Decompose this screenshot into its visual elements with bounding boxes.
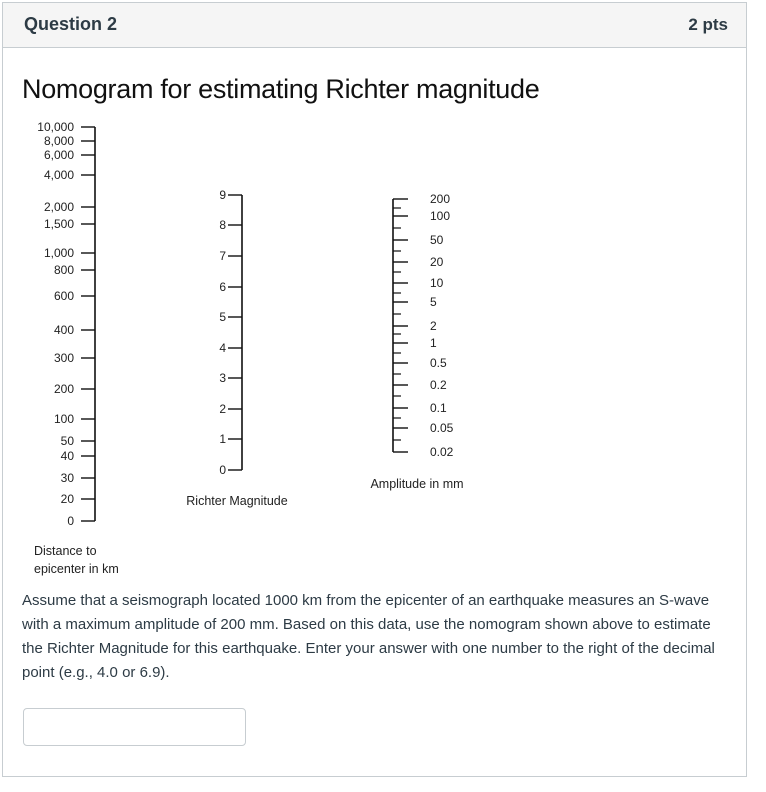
amplitude-tick-label: 5 [430, 295, 437, 309]
distance-tick-label: 0 [67, 514, 74, 528]
amplitude-tick-label: 0.05 [430, 421, 454, 435]
magnitude-tick-label: 9 [219, 188, 226, 202]
distance-tick-label: 2,000 [43, 200, 74, 214]
amplitude-caption: Amplitude in mm [370, 477, 464, 491]
distance-tick-label: 50 [60, 434, 74, 448]
distance-tick-label: 400 [53, 323, 74, 337]
amplitude-tick-label: 10 [430, 276, 444, 290]
distance-tick-label: 40 [60, 449, 74, 463]
magnitude-tick-label: 2 [219, 402, 226, 416]
distance-scale [37, 120, 95, 528]
amplitude-tick-label: 20 [430, 255, 444, 269]
nomogram-title: Nomogram for estimating Richter magnitude [22, 74, 540, 104]
magnitude-tick-label: 3 [219, 371, 226, 385]
magnitude-tick-label: 8 [219, 218, 226, 232]
distance-tick-label: 30 [60, 471, 74, 485]
distance-tick-label: 200 [53, 382, 74, 396]
distance-tick-label: 600 [53, 289, 74, 303]
amplitude-tick-label: 200 [430, 192, 451, 206]
amplitude-tick-label: 0.5 [430, 356, 447, 370]
amplitude-tick-label: 1 [430, 336, 437, 350]
answer-input[interactable] [23, 708, 246, 746]
amplitude-tick-label: 50 [430, 233, 444, 247]
distance-tick-label: 6,000 [43, 148, 74, 162]
distance-tick-label: 4,000 [43, 168, 74, 182]
amplitude-tick-label: 100 [430, 209, 451, 223]
distance-tick-label: 10,000 [37, 120, 74, 134]
amplitude-tick-label: 0.1 [430, 401, 447, 415]
distance-tick-label: 1,000 [43, 246, 74, 260]
magnitude-tick-label: 6 [219, 280, 226, 294]
magnitude-tick-label: 0 [219, 463, 226, 477]
distance-tick-label: 1,500 [43, 217, 74, 231]
magnitude-caption: Richter Magnitude [186, 494, 288, 508]
distance-tick-label: 300 [53, 351, 74, 365]
magnitude-scale [219, 188, 242, 477]
magnitude-tick-label: 1 [219, 432, 226, 446]
distance-tick-label: 800 [53, 263, 74, 277]
distance-caption-line-2: epicenter in km [34, 562, 119, 576]
question-title: Question 2 [24, 14, 118, 34]
question-points: 2 pts [688, 15, 728, 34]
question-prompt: Assume that a seismograph located 1000 km from the epicenter of an earthquake measures an S-wave with a maximum amplitude of 200 mm. Based on this data, use the nomogram shown above to estimate the Richter Magnitude for this earthquake. Enter your answer with one number to the right of the decimal point (e.g., 4.0 or 6.9). [22, 592, 715, 681]
amplitude-tick-label: 0.02 [430, 445, 454, 459]
amplitude-scale [393, 192, 454, 459]
distance-tick-label: 8,000 [43, 134, 74, 148]
amplitude-tick-label: 2 [430, 319, 437, 333]
distance-tick-label: 100 [53, 412, 74, 426]
magnitude-tick-label: 7 [219, 249, 226, 263]
distance-caption-line-1: Distance to [34, 544, 97, 558]
amplitude-tick-label: 0.2 [430, 378, 447, 392]
magnitude-tick-label: 4 [219, 341, 226, 355]
distance-tick-label: 20 [60, 492, 74, 506]
magnitude-tick-label: 5 [219, 310, 226, 324]
